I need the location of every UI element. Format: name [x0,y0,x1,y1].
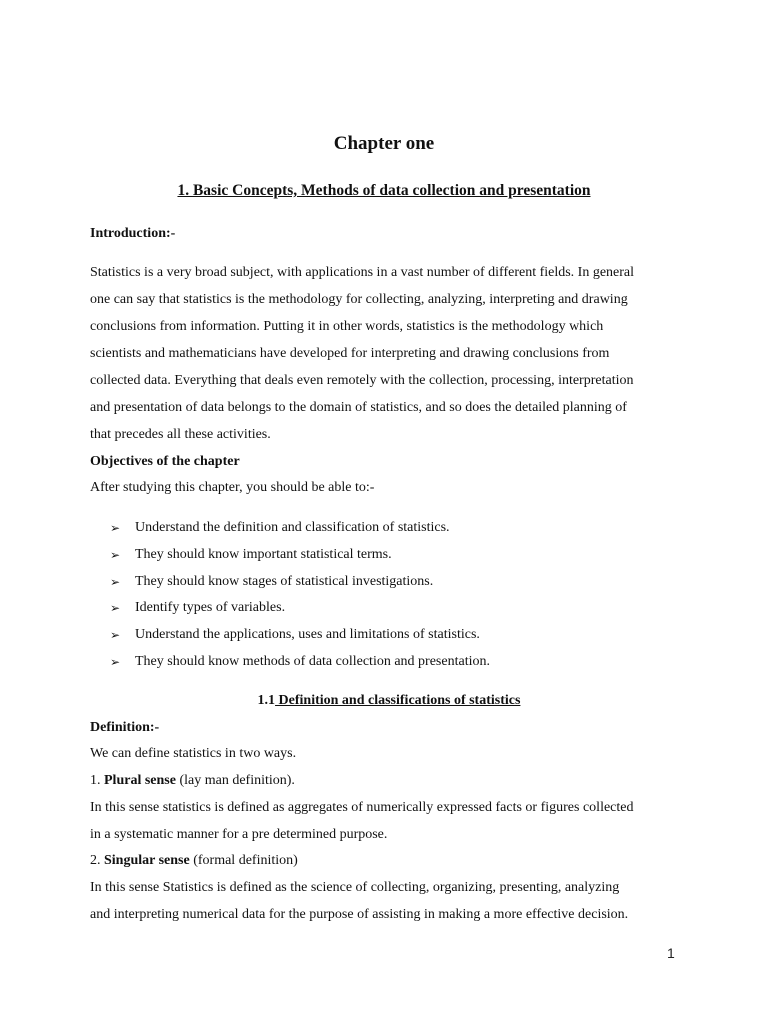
list-item [110,595,490,622]
plural-definition-line: in a systematic manner for a pre determined purpose. [90,827,388,842]
introduction-line: scientists and mathematicians have developed for interpreting and drawing conclusions from [90,346,610,361]
plural-definition-paragraph [90,794,690,848]
plural-number: 1. [90,773,104,788]
arrow-bullet-icon: ➢ [110,654,121,669]
list-item [110,622,490,649]
plural-term: Plural sense [104,773,176,788]
chapter-title: Chapter one [333,133,435,154]
list-item [110,542,490,569]
singular-term: Singular sense [104,853,190,868]
page-number: 1 [667,945,675,961]
subsection-number: 1.1 [257,693,276,708]
singular-definition-paragraph [90,874,690,928]
arrow-bullet-icon: ➢ [110,574,121,589]
objective-text: They should know important statistical terms. [135,546,392,562]
plural-note: (lay man definition). [175,773,295,788]
introduction-line: collected data. Everything that deals even remotely with the collection, processing, interpretation [90,373,634,388]
introduction-line: and presentation of data belongs to the domain of statistics, and so does the detailed planning of [90,400,627,415]
arrow-bullet-icon: ➢ [110,547,121,562]
objective-text: They should know methods of data collection and presentation. [135,653,490,669]
introduction-paragraph [90,259,690,448]
objectives-heading: Objectives of the chapter [90,454,240,469]
subsection-title [0,691,768,711]
singular-number: 2. [90,853,104,868]
introduction-heading: Introduction:- [90,226,176,241]
singular-definition-line: and interpreting numerical data for the purpose of assisting in making a more effective decision. [90,907,629,922]
definition-heading: Definition:- [90,720,160,735]
subsection-title-text: Definition and classifications of statistics [275,693,521,708]
list-item [110,515,490,542]
singular-sense-line [90,851,298,871]
arrow-bullet-icon: ➢ [110,601,121,616]
objective-text: Understand the applications, uses and limitations of statistics. [135,627,480,643]
list-item [110,649,490,676]
objective-text: Identify types of variables. [135,600,286,616]
arrow-bullet-icon: ➢ [110,521,121,535]
section-title [0,180,768,202]
introduction-line: Statistics is a very broad subject, with applications in a vast number of different fields. In general [90,265,635,280]
plural-sense-line [90,771,295,791]
objective-text: They should know stages of statistical investigations. [135,573,434,589]
objectives-list [110,515,490,676]
section-title-text: 1. Basic Concepts, Methods of data collection and presentation [177,182,591,199]
objectives-intro: After studying this chapter, you should be able to:- [90,480,375,495]
objective-text: Understand the definition and classification of statistics. [135,520,450,535]
singular-definition-line: In this sense Statistics is defined as the science of collecting, organizing, presenting, analyzing [90,880,620,895]
plural-definition-line: In this sense statistics is defined as aggregates of numerically expressed facts or figures collected [90,800,634,815]
list-item [110,569,490,596]
arrow-bullet-icon: ➢ [110,628,121,643]
singular-note: (formal definition) [189,853,298,868]
introduction-line: conclusions from information. Putting it in other words, statistics is the methodology which [90,319,604,334]
definition-intro: We can define statistics in two ways. [90,746,297,761]
introduction-line: one can say that statistics is the methodology for collecting, analyzing, interpreting and drawing [90,292,628,307]
introduction-line: that precedes all these activities. [90,427,271,442]
